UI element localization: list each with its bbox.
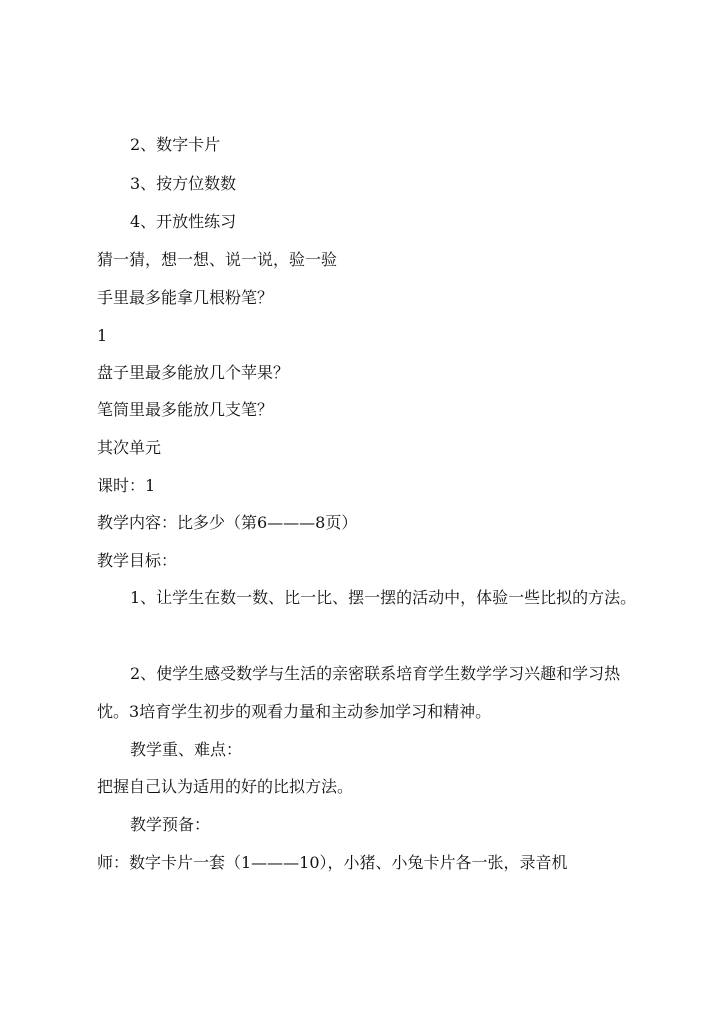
question-apples: 盘子里最多能放几个苹果？	[97, 363, 290, 382]
list-item-number-cards: 2、数字卡片	[130, 135, 221, 154]
unit-heading: 其次单元	[97, 438, 162, 457]
teacher-materials: 师：数字卡片一套（1———10），小猪、小兔卡片各一张，录音机	[97, 853, 568, 872]
goal-paragraph-1: 1、让学生在数一数、比一比、摆一摆的活动中，体验一些比拟的方法。	[130, 588, 637, 607]
list-item-open-practice: 4、开放性练习	[130, 212, 237, 231]
teaching-content: 教学内容：比多少（第6———8页）	[97, 513, 358, 532]
preparation-heading: 教学预备：	[130, 815, 211, 834]
page-marker: 1	[97, 326, 108, 345]
activity-line: 猜一猜，想一想、说一说，验一验	[97, 250, 338, 269]
goal-paragraph-2: 2、使学生感受数学与生活的亲密联系培育学生数学学习兴趣和学习热忱。3培育学生初步的观看力量和主动参加学习和精神。	[97, 664, 621, 721]
list-item-count-by-position: 3、按方位数数	[130, 174, 237, 193]
teaching-goals-heading: 教学目标：	[97, 551, 178, 570]
key-points-text: 把握自己认为适用的好的比拟方法。	[97, 777, 354, 796]
class-hours: 课时：1	[97, 476, 156, 495]
key-points-heading: 教学重、难点：	[130, 740, 243, 759]
question-chalk: 手里最多能拿几根粉笔？	[97, 288, 274, 307]
question-pens: 笔筒里最多能放几支笔？	[97, 400, 274, 419]
